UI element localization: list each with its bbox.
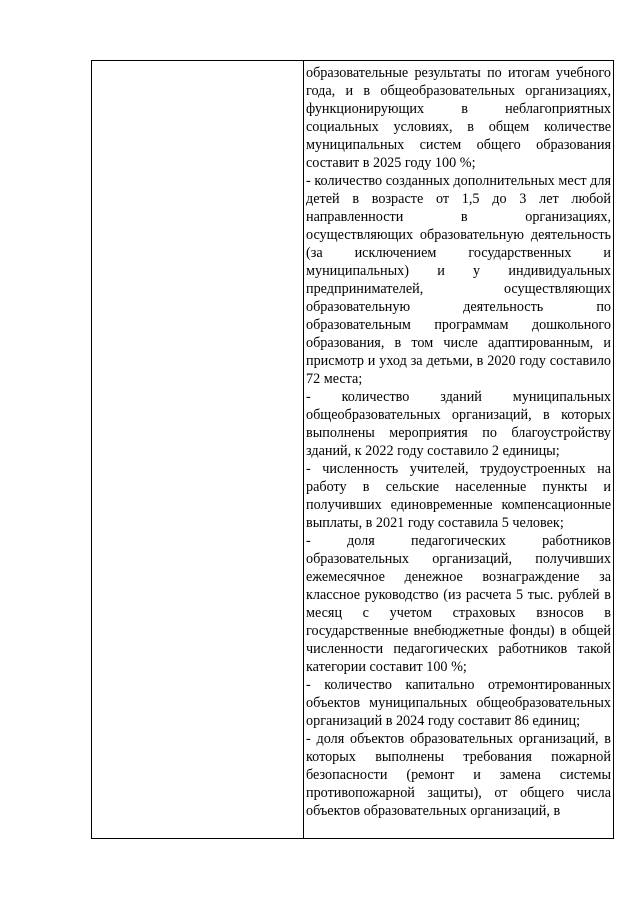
paragraph-class-teacher-reward: - доля педагогических работников образовательных организаций, получивших ежемесячное денежное вознаграждение за классное руководство (из расчета 5 тыс. рублей в месяц с учетом страховых взносов в государственные внебюджетные фонды) в общей численности педагогических работников такой категории составит 100 %; bbox=[306, 533, 611, 675]
paragraph-capital-repair: - количество капитально отремонтированных объектов муниципальных общеобразовательных организаций в 2024 году составит 86 единиц; bbox=[306, 677, 611, 729]
table-left-cell bbox=[92, 61, 304, 838]
document-table bbox=[91, 60, 614, 839]
paragraph-fire-safety: - доля объектов образовательных организаций, в которых выполнены требования пожарной безопасности (ремонт и замена системы противопожарной защиты), от общего числа объектов образовательных организаций, в bbox=[306, 731, 611, 819]
paragraph-results-share: образовательные результаты по итогам учебного года, и в общеобразовательных организациях, функционирующих в неблагоприятных социальных условиях, в общем количестве муниципальных систем общего образования составит в 2025 году 100 %; bbox=[306, 65, 611, 171]
paragraph-buildings-improvement: - количество зданий муниципальных общеобразовательных организаций, в которых выполнены мероприятия по благоустройству зданий, к 2022 году составило 2 единицы; bbox=[306, 389, 611, 459]
table-right-cell bbox=[304, 61, 613, 838]
paragraph-additional-places: - количество созданных дополнительных мест для детей в возрасте от 1,5 до 3 лет любой направленности в организациях, осуществляющих образовательную деятельность (за исключением государственных и муниципальных) и у индивидуальных предпринимателей, осуществляющих образовательную деятельность по образовательным программам дошкольного образования, в том числе адаптированным, и присмотр и уход за детьми, в 2020 году составило 72 места; bbox=[306, 173, 611, 387]
paragraph-rural-teachers: - численность учителей, трудоустроенных на работу в сельские населенные пункты и получивших единовременные компенсационные выплаты, в 2021 году составила 5 человек; bbox=[306, 461, 611, 531]
